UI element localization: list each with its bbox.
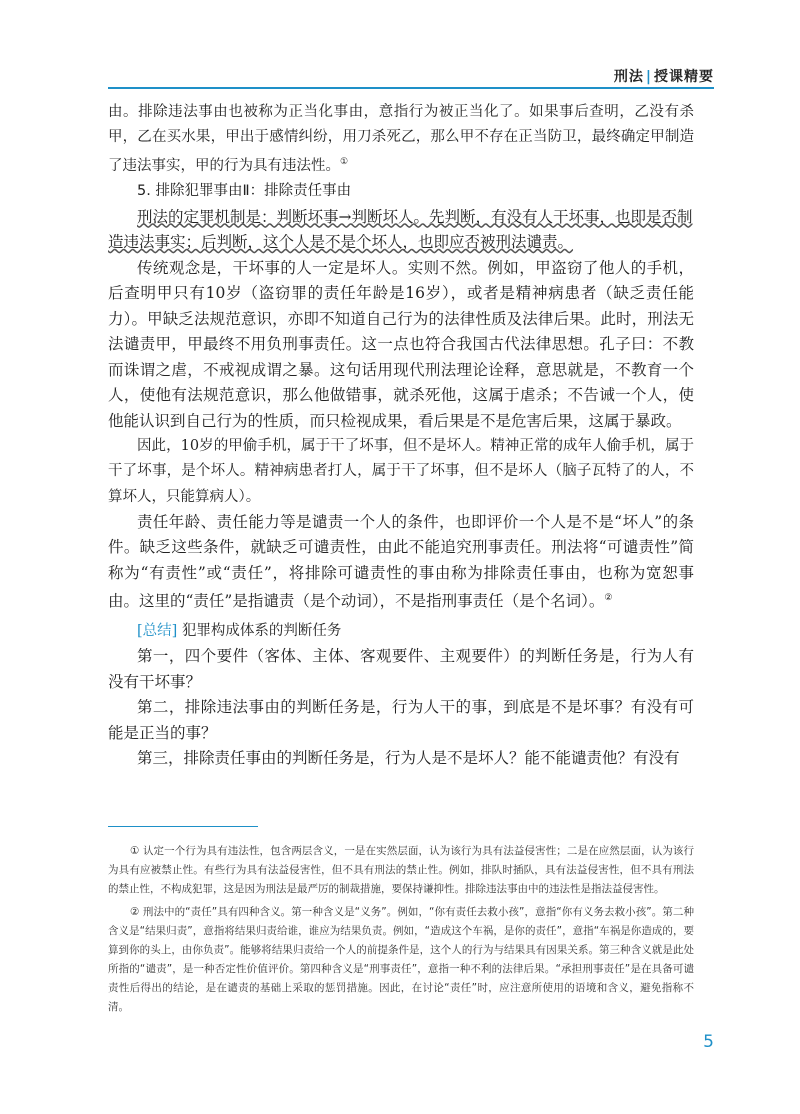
summary-item: 第三，排除责任事由的判断任务是，行为人是不是坏人？能不能谴责他？有没有: [137, 749, 680, 768]
footnote-1: ① 认定一个行为具有违法性，包含两层含义，一是在实然层面，认为该行为具有法益侵害性；二是在应然层面，认为该行为具有应被禁止性。有些行为具有法益侵害性，但不具有刑法的禁止性。例如，排队时插队，具有法益侵害性，但不具有刑法的禁止性，不构成犯罪，这是因为刑法是最严厉的制裁措施，要保持谦抑性。排除违法事由中的违法性是指法益侵害性。: [108, 845, 694, 895]
summary-heading: [108, 619, 694, 644]
footnote-2: ② 刑法中的“责任”具有四种含义。第一种含义是“义务”。例如，“你有责任去救小孩”，意指“你有义务去救小孩”。第二种含义是“结果归责”，意指将结果归责给谁，谁应为结果负责。例如，“造成这个车祸，是你的责任”，意指“车祸是你造成的，要算到你的头上，由你负责”。能够将结果归责给一个人的前提条件是，这个人的行为与结果具有因果关系。第三种含义就是此处所指的“谴责”，是一种否定性价值评价。第四种含义是“刑事责任”，意指一种不利的法律后果。“承担刑事责任”是在具备可谴责性后得出的结论，是在谴责的基础上采取的惩罚措施。因此，在讨论“责任”时，应注意所使用的语境和含义，避免指称不清。: [108, 906, 694, 1013]
footnote-ref-1: ①: [340, 157, 349, 168]
summary-title: 犯罪构成体系的判断任务: [181, 622, 342, 639]
running-header: [614, 66, 714, 86]
paragraph-text: 责任年龄、责任能力等是谴责一个人的条件，也即评价一个人是不是“坏人”的条件。缺乏这些条件，就缺乏可谴责性，由此不能追究刑事责任。刑法将“可谴责性”简称为“有责性”或“责任”，将排除可谴责性的事由称为排除责任事由，也称为宽恕事由。这里的“责任”是指谴责（是个动词），不是指刑事责任（是个名词）。: [108, 512, 694, 611]
paragraph: 传统观念是，干坏事的人一定是坏人。实则不然。例如，甲盗窃了他人的手机，后查明甲只有10岁（盗窃罪的责任年龄是16岁），或者是精神病患者（缺乏责任能力）。甲缺乏法规范意识，亦即不知道自己行为的法律性质及法律后果。此时，刑法无法谴责甲，甲最终不用负刑事责任。这一点也符合我国古代法律思想。孔子曰：不教而诛谓之虐，不戒视成谓之暴。这句话用现代刑法理论诠释，意思就是，不教育一个人，使他有法规范意识，那么他做错事，就杀死他，这属于虐杀；不告诫一个人，使他能认识到自己行为的性质，而只检视成果，看后果是不是危害后果，这属于暴政。: [108, 258, 694, 430]
section-heading: 5. 排除犯罪事由Ⅱ：排除责任事由: [137, 183, 352, 200]
footnotes: [108, 842, 694, 1021]
paragraph-continued: [108, 100, 694, 179]
header-series: 授课精要: [654, 69, 714, 85]
header-subject: 刑法: [613, 69, 644, 85]
paragraph: [108, 510, 694, 615]
header-rule: [108, 87, 714, 89]
main-text: [108, 100, 694, 772]
header-separator: |: [645, 69, 652, 85]
summary-item: 第一，四个要件（客体、主体、客观要件、主观要件）的判断任务是，行为人有没有干坏事？: [108, 647, 694, 691]
paragraph-text: 由。排除违法事由也被称为正当化事由，意指行为被正当化了。如果事后查明，乙没有杀甲，乙在买水果，甲出于感情纠纷，用刀杀死乙，那么甲不存在正当防卫，最终确定甲制造了违法事实，甲的行为具有违法性。: [108, 104, 694, 175]
footnote-ref-2: ②: [604, 593, 613, 604]
paragraph: 因此，10岁的甲偷手机，属于干了坏事，但不是坏人。精神正常的成年人偷手机，属于干了坏事，是个坏人。精神病患者打人，属于干了坏事，但不是坏人（脑子瓦特了的人，不算坏人，只能算病人）。: [108, 438, 694, 505]
summary-item: 第二，排除违法事由的判断任务是，行为人干的事，到底是不是坏事？有没有可能是正当的事？: [108, 698, 694, 742]
key-sentence: 刑法的定罪机制是：判断坏事→判断坏人。先判断，有没有人干坏事，也即是否制造违法事实；后判断，这个人是不是个坏人，也即应否被刑法谴责。: [108, 207, 693, 252]
footnote-divider: [108, 826, 258, 827]
page-number: 5: [703, 1032, 714, 1052]
page-header: [0, 0, 800, 64]
summary-tag: [总结]: [137, 622, 178, 639]
